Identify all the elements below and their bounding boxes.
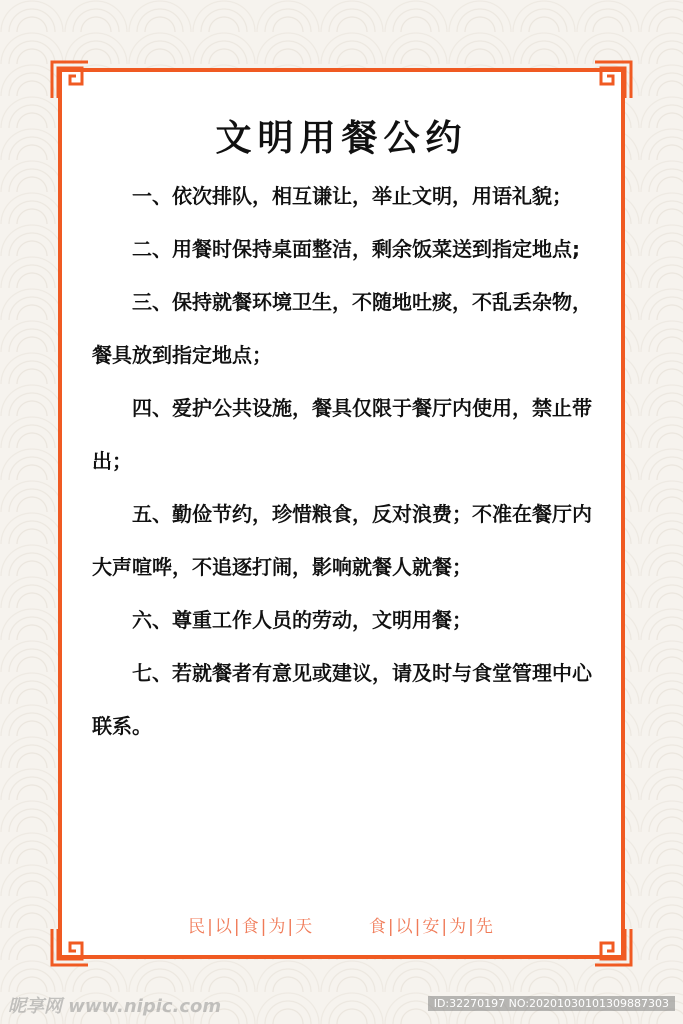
motto-left: 民|以|食|为|天 — [188, 917, 315, 937]
rules-list — [92, 170, 592, 753]
corner-ornament-top-left — [50, 60, 90, 100]
motto — [58, 912, 625, 937]
rule-item: 五、勤俭节约，珍惜粮食，反对浪费；不准在餐厅内大声喧哗，不追逐打闹，影响就餐人就餐； — [92, 502, 592, 579]
rule-item: 七、若就餐者有意见或建议，请及时与食堂管理中心联系。 — [92, 661, 592, 738]
rule-item: 六、尊重工作人员的劳动，文明用餐； — [132, 608, 472, 632]
rule-item: 二、用餐时保持桌面整洁，剩余饭菜送到指定地点; — [132, 237, 580, 261]
rule-item: 三、保持就餐环境卫生，不随地吐痰，不乱丢杂物，餐具放到指定地点； — [92, 290, 592, 367]
rule-item: 四、爱护公共设施，餐具仅限于餐厅内使用，禁止带出； — [92, 396, 592, 473]
rule-item: 一、依次排队，相互谦让，举止文明，用语礼貌； — [132, 184, 572, 208]
watermark-id: ID:32270197 NO:20201030101309887303 — [428, 996, 675, 1011]
poster-title: 文明用餐公约 — [215, 118, 468, 159]
corner-ornament-top-right — [593, 60, 633, 100]
motto-right: 食|以|安|为|先 — [368, 917, 495, 937]
watermark-logo: 昵享网 www.nipic.com — [8, 996, 222, 1017]
